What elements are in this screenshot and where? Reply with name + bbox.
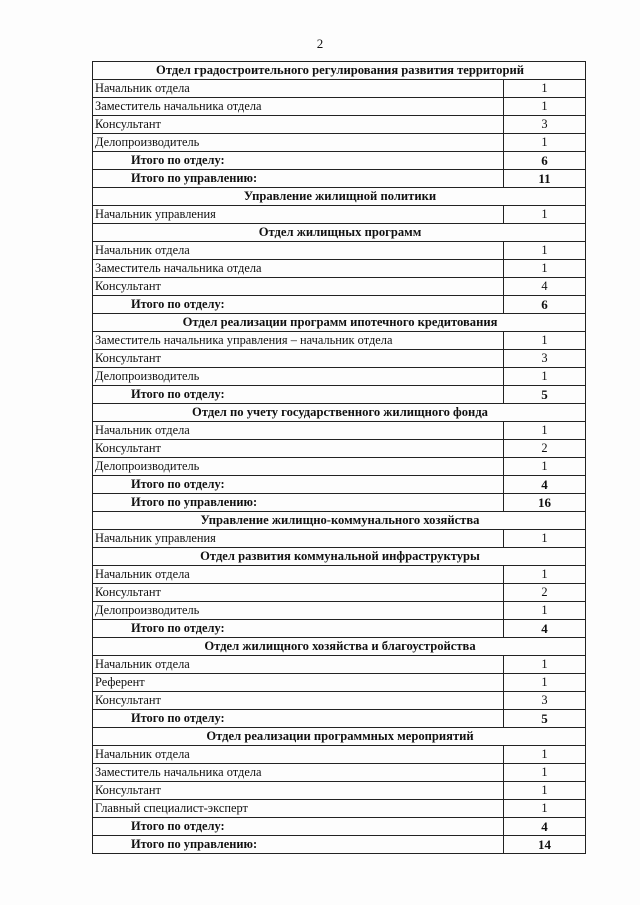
staffing-table-body	[93, 62, 586, 854]
position-row	[93, 764, 586, 782]
section-title: Отдел реализации программных мероприятий	[93, 728, 586, 746]
position-name: Заместитель начальника управления – начальник отдела	[93, 332, 504, 350]
position-row	[93, 782, 586, 800]
position-row	[93, 332, 586, 350]
position-count: 1	[504, 602, 586, 620]
position-count: 3	[504, 692, 586, 710]
total-row	[93, 170, 586, 188]
position-count: 1	[504, 656, 586, 674]
total-row	[93, 620, 586, 638]
section-title: Отдел жилищного хозяйства и благоустройства	[93, 638, 586, 656]
position-count: 1	[504, 260, 586, 278]
position-name: Начальник отдела	[93, 566, 504, 584]
staffing-table	[92, 61, 586, 854]
total-count: 4	[504, 476, 586, 494]
position-count: 4	[504, 278, 586, 296]
position-count: 1	[504, 800, 586, 818]
total-count: 11	[504, 170, 586, 188]
position-name: Делопроизводитель	[93, 368, 504, 386]
section-header-row	[93, 188, 586, 206]
section-title: Отдел жилищных программ	[93, 224, 586, 242]
position-count: 1	[504, 80, 586, 98]
position-count: 1	[504, 422, 586, 440]
section-header-row	[93, 62, 586, 80]
position-name: Начальник отдела	[93, 656, 504, 674]
position-count: 1	[504, 782, 586, 800]
position-row	[93, 260, 586, 278]
total-count: 16	[504, 494, 586, 512]
position-row	[93, 566, 586, 584]
position-name: Начальник отдела	[93, 746, 504, 764]
position-count: 1	[504, 368, 586, 386]
position-row	[93, 656, 586, 674]
position-row	[93, 530, 586, 548]
position-name: Консультант	[93, 440, 504, 458]
total-count: 5	[504, 386, 586, 404]
section-header-row	[93, 728, 586, 746]
position-count: 1	[504, 332, 586, 350]
position-row	[93, 134, 586, 152]
section-header-row	[93, 512, 586, 530]
total-row	[93, 836, 586, 854]
position-row	[93, 674, 586, 692]
position-count: 2	[504, 584, 586, 602]
position-count: 1	[504, 566, 586, 584]
total-label: Итого по управлению:	[93, 836, 504, 854]
position-row	[93, 800, 586, 818]
section-header-row	[93, 224, 586, 242]
position-row	[93, 746, 586, 764]
position-row	[93, 422, 586, 440]
total-count: 4	[504, 818, 586, 836]
total-row	[93, 152, 586, 170]
total-label: Итого по отделу:	[93, 152, 504, 170]
position-name: Заместитель начальника отдела	[93, 764, 504, 782]
position-name: Консультант	[93, 278, 504, 296]
total-count: 4	[504, 620, 586, 638]
position-count: 1	[504, 98, 586, 116]
position-name: Начальник отдела	[93, 80, 504, 98]
total-label: Итого по отделу:	[93, 476, 504, 494]
total-label: Итого по отделу:	[93, 386, 504, 404]
total-row	[93, 386, 586, 404]
position-row	[93, 692, 586, 710]
position-row	[93, 350, 586, 368]
position-row	[93, 242, 586, 260]
section-title: Отдел реализации программ ипотечного кредитования	[93, 314, 586, 332]
total-label: Итого по отделу:	[93, 710, 504, 728]
position-row	[93, 602, 586, 620]
section-header-row	[93, 404, 586, 422]
position-row	[93, 368, 586, 386]
position-count: 1	[504, 530, 586, 548]
position-row	[93, 116, 586, 134]
position-name: Консультант	[93, 692, 504, 710]
total-label: Итого по отделу:	[93, 296, 504, 314]
position-count: 1	[504, 134, 586, 152]
position-name: Консультант	[93, 350, 504, 368]
position-count: 2	[504, 440, 586, 458]
position-name: Референт	[93, 674, 504, 692]
position-count: 1	[504, 458, 586, 476]
position-name: Делопроизводитель	[93, 458, 504, 476]
position-row	[93, 278, 586, 296]
position-count: 1	[504, 242, 586, 260]
position-row	[93, 206, 586, 224]
section-title: Управление жилищно-коммунального хозяйства	[93, 512, 586, 530]
section-title: Отдел развития коммунальной инфраструктуры	[93, 548, 586, 566]
position-row	[93, 80, 586, 98]
position-name: Начальник отдела	[93, 422, 504, 440]
position-name: Начальник отдела	[93, 242, 504, 260]
total-count: 6	[504, 152, 586, 170]
section-title: Отдел по учету государственного жилищного фонда	[93, 404, 586, 422]
position-name: Делопроизводитель	[93, 134, 504, 152]
position-name: Главный специалист-эксперт	[93, 800, 504, 818]
section-header-row	[93, 314, 586, 332]
position-name: Консультант	[93, 116, 504, 134]
position-count: 3	[504, 350, 586, 368]
total-label: Итого по отделу:	[93, 620, 504, 638]
position-count: 1	[504, 764, 586, 782]
page-number: 2	[316, 36, 324, 51]
position-name: Консультант	[93, 782, 504, 800]
position-name: Начальник управления	[93, 530, 504, 548]
section-title: Управление жилищной политики	[93, 188, 586, 206]
position-count: 1	[504, 674, 586, 692]
position-row	[93, 584, 586, 602]
position-count: 1	[504, 206, 586, 224]
section-title: Отдел градостроительного регулирования развития территорий	[93, 62, 586, 80]
position-name: Заместитель начальника отдела	[93, 260, 504, 278]
position-name: Делопроизводитель	[93, 602, 504, 620]
total-label: Итого по управлению:	[93, 170, 504, 188]
position-name: Начальник управления	[93, 206, 504, 224]
total-label: Итого по управлению:	[93, 494, 504, 512]
total-row	[93, 494, 586, 512]
section-header-row	[93, 638, 586, 656]
position-name: Заместитель начальника отдела	[93, 98, 504, 116]
total-row	[93, 818, 586, 836]
total-label: Итого по отделу:	[93, 818, 504, 836]
position-row	[93, 98, 586, 116]
position-count: 1	[504, 746, 586, 764]
section-header-row	[93, 548, 586, 566]
total-count: 6	[504, 296, 586, 314]
total-row	[93, 296, 586, 314]
position-name: Консультант	[93, 584, 504, 602]
position-count: 3	[504, 116, 586, 134]
total-row	[93, 476, 586, 494]
position-row	[93, 458, 586, 476]
total-count: 5	[504, 710, 586, 728]
position-row	[93, 440, 586, 458]
total-count: 14	[504, 836, 586, 854]
total-row	[93, 710, 586, 728]
